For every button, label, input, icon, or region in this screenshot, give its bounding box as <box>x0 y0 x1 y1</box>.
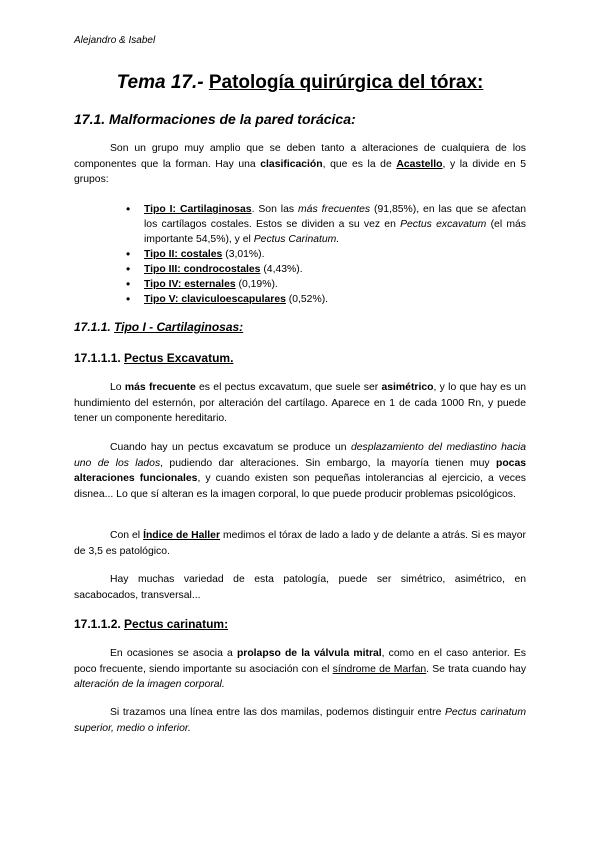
text-run: asimétrico <box>381 382 434 393</box>
text-run: síndrome de Marfan <box>332 663 427 675</box>
text-run: Cuando hay un pectus excavatum se produce un <box>110 442 351 453</box>
heading-number: 17.1.1.1. <box>74 351 125 365</box>
text-run: Son un grupo muy amplio que se deben tanto a alteraciones de cualquiera de los componentes que la forman. Hay una <box>74 143 526 170</box>
text-run: (91,85%), en las que se afectan los cartílagos costales. Estos se dividen a su vez en <box>144 204 527 230</box>
text-run: , que es la de <box>322 158 397 170</box>
excavatum-paragraph-1 <box>74 380 526 427</box>
text-run: , como en el caso anterior. Es poco frecuente, siendo importante su asociación con el <box>74 648 526 675</box>
page-title <box>0 72 600 94</box>
list-item <box>126 202 526 247</box>
text-run: , y lo que hay es un hundimiento del esternón, por alteración del cartílago. Aparece en 1 de cada 1000 Rn, y puede tener un componente hereditario. <box>74 382 527 424</box>
heading-title: Pectus carinatum: <box>124 617 229 631</box>
text-run: medimos el tórax de lado a lado y de delante a atrás. Si es mayor de 3,5 es patológico. <box>74 530 526 557</box>
text-run: alteración de la imagen corporal. <box>74 679 225 690</box>
text-run: es el pectus excavatum, que suele ser <box>195 382 382 393</box>
text-run: prolapso de la válvula mitral <box>236 648 382 659</box>
carinatum-paragraph-2 <box>74 705 526 736</box>
running-header: Alejandro & Isabel <box>74 35 156 46</box>
text-run: pocas alteraciones funcionales <box>74 457 526 484</box>
group-label: Tipo IV: esternales <box>144 279 236 290</box>
text-run: (0,52%). <box>285 294 329 305</box>
list-item <box>126 292 526 307</box>
text-run: (4,43%). <box>260 264 303 275</box>
heading-title: Pectus Excavatum. <box>124 351 234 365</box>
list-item <box>126 277 526 292</box>
heading-title: Tipo I - Cartilaginosas: <box>114 320 244 334</box>
text-run: , y cuando existen son pequeñas intolerancias al ejercicio, a veces disnea... Lo que sí alteran es la imagen corporal, lo que puede producir problemas psicológicos. <box>74 473 526 500</box>
text-run: Pectus Carinatum. <box>253 234 340 245</box>
text-run: , pudiendo dar alteraciones. Sin embargo, la mayoría tienen muy <box>160 457 496 469</box>
text-run: , y la divide en 5 grupos: <box>74 158 527 185</box>
classification-list <box>126 202 526 307</box>
title-prefix: Tema 17.- <box>116 72 204 93</box>
list-item <box>126 262 526 277</box>
text-run: Con el <box>110 530 144 541</box>
text-run: Pectus excavatum <box>400 219 487 230</box>
text-run: Acastello <box>396 158 443 170</box>
excavatum-paragraph-2 <box>74 440 526 502</box>
text-run: Lo <box>110 382 125 393</box>
text-run: más frecuente <box>124 382 196 393</box>
excavatum-paragraph-4: Hay muchas variedad de esta patología, puede ser simétrico, asimétrico, en sacabocados, transversal... <box>74 574 526 601</box>
section-heading-pectus-carinatum <box>74 617 228 631</box>
heading-number: 17.1.1. <box>74 320 115 334</box>
list-item <box>126 247 526 262</box>
title-text: Patología quirúrgica del tórax: <box>208 72 484 93</box>
text-run: Índice de Haller <box>143 530 221 541</box>
section-heading-17-1: 17.1. Malformaciones de la pared torácica: <box>74 111 356 127</box>
heading-number: 17.1.1.2. <box>74 617 125 631</box>
text-run: (0,19%). <box>235 279 278 290</box>
text-run: (el más importante 54,5%), y el <box>144 219 526 245</box>
group-label: Tipo III: condrocostales <box>144 264 261 275</box>
excavatum-paragraph-3 <box>74 528 526 559</box>
text-run: clasificación <box>260 158 323 170</box>
text-run: . Se trata cuando hay <box>426 663 527 675</box>
section-heading-pectus-excavatum <box>74 351 233 365</box>
text-run: más frecuentes <box>298 204 371 215</box>
text-run: . Son las <box>251 204 299 215</box>
text-run: (3,01%). <box>222 249 265 260</box>
intro-paragraph <box>74 141 526 188</box>
section-heading-17-1-1 <box>74 320 243 334</box>
text-run: En ocasiones se asocia a <box>110 648 237 659</box>
group-label: Tipo V: claviculoescapulares <box>144 294 286 305</box>
text-run: desplazamiento del mediastino hacia uno de los lados <box>74 442 526 469</box>
text-run: Si trazamos una línea entre las dos mamilas, podemos distinguir entre <box>110 707 445 718</box>
text-run: Pectus carinatum superior, medio o inferior. <box>74 707 526 734</box>
carinatum-paragraph-1 <box>74 646 526 693</box>
group-label: Tipo I: Cartilaginosas <box>144 204 252 215</box>
group-label: Tipo II: costales <box>144 249 223 260</box>
